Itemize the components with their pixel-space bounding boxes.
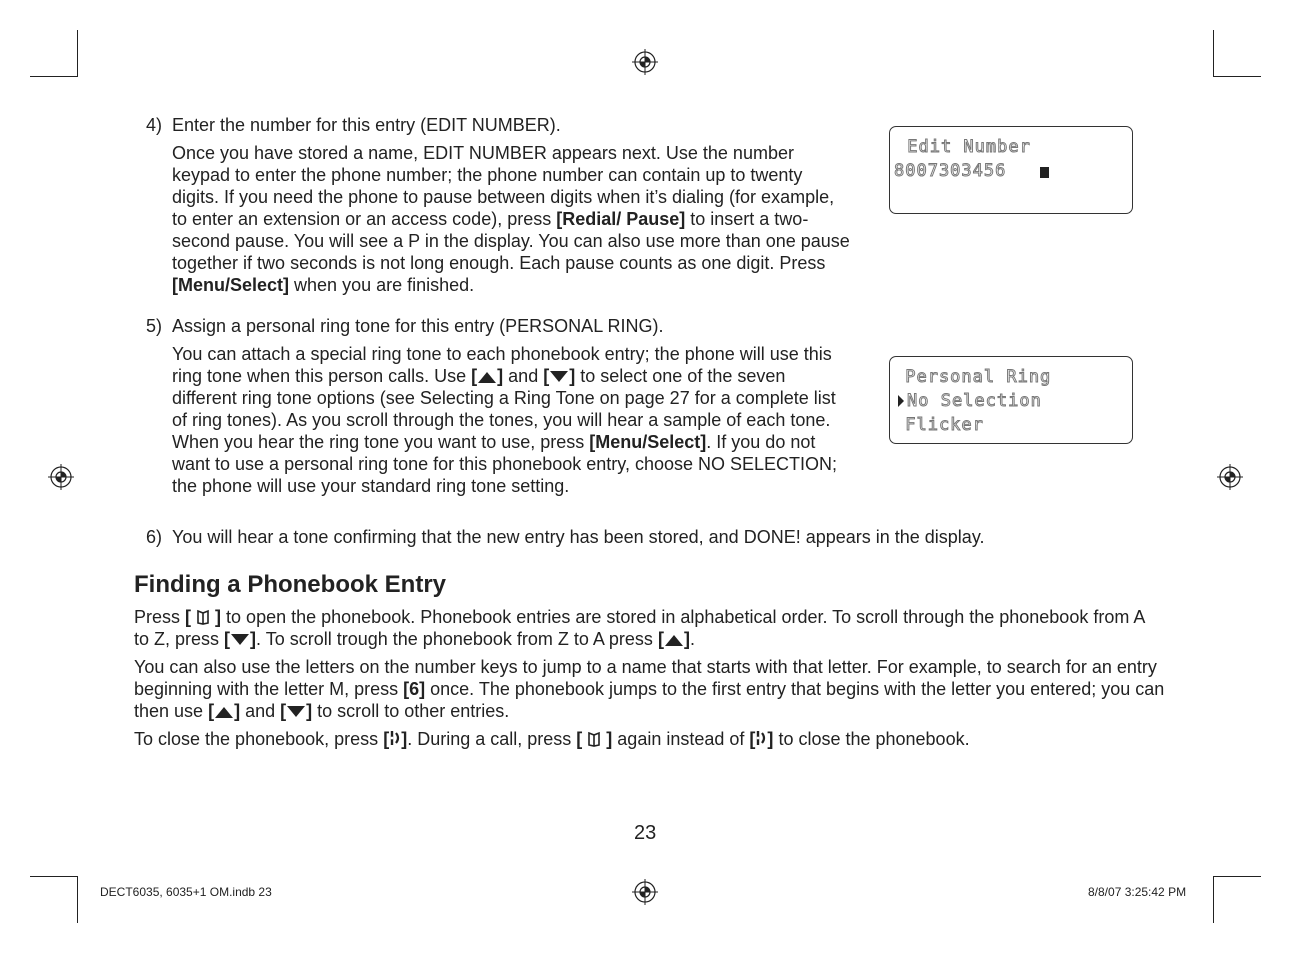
body-text: and: [508, 366, 539, 386]
lcd-line: 8007303456: [894, 161, 1007, 181]
body-text: . If you do not want to use a personal ring tone for this phonebook entry, choose NO SELECTION; the phone will use your standard ring tone setting.: [172, 432, 838, 496]
body-text: once. The phonebook jumps to the first entry that begins with the letter you entered; you can then use: [134, 679, 1165, 721]
body-text: . To scroll trough the phonebook from Z to A press: [256, 629, 653, 649]
up-arrow-key-icon: [477, 370, 497, 384]
crop-mark: [30, 76, 78, 77]
crop-mark: [77, 30, 78, 77]
down-arrow-key: [ ]: [280, 701, 313, 721]
registration-mark-icon: [1217, 464, 1243, 490]
phonebook-key-icon: [587, 731, 601, 747]
body-text: to close the phonebook.: [778, 729, 970, 749]
lcd-display-edit-number: [889, 126, 1133, 214]
lcd-line: No Selection: [907, 391, 1042, 411]
up-arrow-key: [ ]: [208, 701, 241, 721]
body-text: Press: [134, 607, 181, 627]
end-call-key-icon: [755, 729, 767, 747]
end-call-key: [ ]: [749, 729, 774, 749]
up-arrow-key-icon: [664, 633, 684, 647]
down-arrow-key: [ ]: [224, 629, 257, 649]
up-arrow-key-icon: [214, 705, 234, 719]
down-arrow-key-icon: [286, 705, 306, 719]
up-arrow-key: [ ]: [657, 629, 690, 649]
crop-mark: [1213, 876, 1261, 877]
step-title: Assign a personal ring tone for this entry (PERSONAL RING).: [172, 316, 664, 336]
lcd-display-personal-ring: [889, 356, 1133, 444]
body-text: Once you have stored a name, EDIT NUMBER appears next. Use the number keypad to enter the phone number; the phone number can contain up to twenty digits. If you need the phone to pause between digits when it’s dialing (for example, to enter an extension or an access code), press: [172, 143, 835, 229]
registration-mark-icon: [632, 879, 658, 905]
body-text: and: [245, 701, 276, 721]
body-text: You can attach a special ring tone to each phonebook entry; the phone will use this ring tone when this person calls. Use: [172, 344, 832, 386]
end-call-key-icon: [389, 729, 401, 747]
lcd-line: Edit Number: [896, 137, 1031, 157]
paragraph: [134, 606, 1164, 650]
body-text: To close the phonebook, press: [134, 729, 379, 749]
step-title: You will hear a tone confirming that the new entry has been stored, and DONE! appears in the display.: [172, 527, 985, 547]
key-6-label: [6]: [403, 679, 426, 699]
lcd-line: Flicker: [894, 415, 984, 435]
body-text: when you are finished.: [289, 275, 475, 295]
lcd-line: Personal Ring: [894, 367, 1052, 387]
footer-file-info: DECT6035, 6035+1 OM.indb 23: [100, 885, 272, 899]
selection-pointer-icon: [897, 394, 905, 408]
body-text: .: [689, 629, 695, 649]
registration-mark-icon: [48, 464, 74, 490]
registration-mark-icon: [632, 49, 658, 75]
paragraph: [134, 728, 1174, 750]
step-number: 4): [146, 115, 163, 135]
body-text: to insert a two-second pause. You will see a P in the display. You can also use more than one pause together if two seconds is not long enough. Each pause counts as one digit. Press: [172, 209, 850, 273]
step-body: [172, 142, 854, 296]
end-call-key: [ ]: [383, 729, 408, 749]
phonebook-key: [ ]: [576, 729, 613, 749]
step-body: [172, 343, 850, 497]
up-arrow-key: [ ]: [471, 366, 504, 386]
phonebook-key-icon: [196, 609, 210, 625]
down-arrow-key-icon: [230, 633, 250, 647]
paragraph: [134, 656, 1174, 722]
down-arrow-key-icon: [549, 370, 569, 384]
step-number: 6): [146, 527, 163, 547]
redial-pause-key-label: [Redial/ Pause]: [556, 209, 686, 229]
page-number: 23: [634, 822, 657, 844]
body-text: to scroll to other entries.: [317, 701, 510, 721]
body-text: You can also use the letters on the number keys to jump to a name that starts with that letter. For example, to search for an entry beginning with the letter M, press: [134, 657, 1157, 699]
crop-mark: [77, 876, 78, 923]
down-arrow-key: [ ]: [543, 366, 576, 386]
phonebook-key: [ ]: [185, 607, 222, 627]
body-text: to select one of the seven different ring tone options (see Selecting a Ring Tone on page 27 for a complete list of ring tones). As you scroll through the tones, you will hear a sample of each tone. When you hear the ring tone you want to use, press: [172, 366, 836, 452]
menu-select-key-label: [Menu/Select]: [172, 275, 290, 295]
step-title: Enter the number for this entry (EDIT NUMBER).: [172, 115, 561, 135]
crop-mark: [30, 876, 78, 877]
body-text: . During a call, press: [407, 729, 572, 749]
step-number: 5): [146, 316, 163, 336]
crop-mark: [1213, 876, 1214, 923]
body-text: to open the phonebook. Phonebook entries are stored in alphabetical order. To scroll through the phonebook from A to Z, press: [134, 607, 1145, 649]
lcd-cursor: [1040, 167, 1049, 178]
footer-timestamp: 8/8/07 3:25:42 PM: [1088, 885, 1187, 899]
crop-mark: [1213, 30, 1214, 77]
body-text: again instead of: [617, 729, 745, 749]
section-heading: Finding a Phonebook Entry: [134, 571, 446, 598]
crop-mark: [1213, 76, 1261, 77]
menu-select-key-label: [Menu/Select]: [589, 432, 707, 452]
